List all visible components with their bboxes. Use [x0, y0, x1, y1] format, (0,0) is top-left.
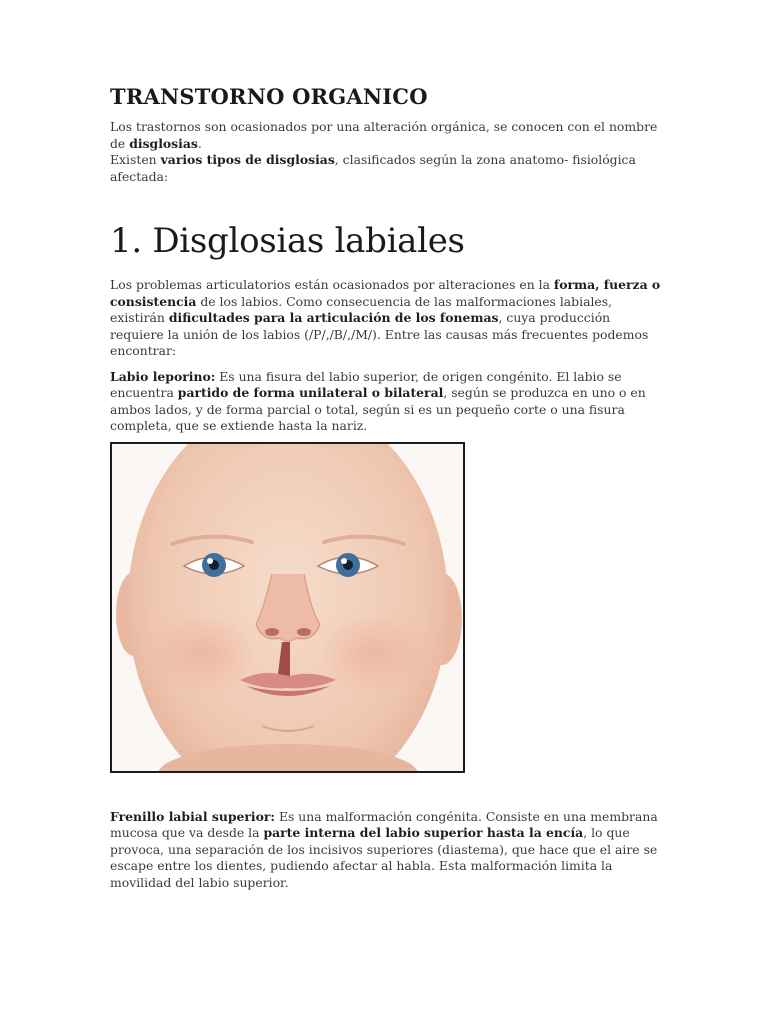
intro-paragraph-1: [110, 119, 665, 152]
s1-bold-1: forma, fuerza o consistencia: [110, 277, 661, 309]
intro2-bold: varios tipos de disglosias: [160, 152, 335, 167]
intro-paragraph-2: [110, 152, 665, 185]
labio-bold-1: partido de forma unilateral o bilateral: [177, 385, 444, 400]
s1-text-3: , cuya producción requiere la unión de los labios (/P/,/B/,/M/). Entre las causas más frecuentes podemos encontrar:: [110, 310, 649, 358]
intro-text-end: .: [197, 135, 202, 151]
labio-leporino-paragraph: [110, 369, 665, 435]
intro-bold-disglosias: disglosias: [129, 135, 198, 151]
frenillo-bold-1: parte interna del labio superior hasta la encía: [263, 825, 584, 840]
frenillo-paragraph: [110, 809, 665, 892]
s1-text-1: Los problemas articulatorios están ocasionados por alteraciones en la: [110, 277, 554, 292]
labio-text-2: , según se produzca en uno o en ambos lados, y de forma parcial o total, según si es un pequeño corte o una fisura completa, que se extiende hasta la nariz.: [110, 385, 646, 433]
document-page: [110, 84, 665, 891]
frenillo-term: Frenillo labial superior:: [110, 808, 275, 824]
labio-leporino-term: Labio leporino:: [110, 368, 216, 384]
frenillo-text-1: Es una malformación congénita. Consiste en una membrana mucosa que va desde la: [110, 808, 658, 840]
labio-text-1: Es una fisura del labio superior, de origen congénito. El labio se encuentra: [110, 368, 622, 400]
document-title: TRANSTORNO ORGANICO: [110, 84, 428, 109]
intro2-text: Existen: [110, 152, 161, 167]
frenillo-text-2: , lo que provoca, una separación de los incisivos superiores (diastema), que hace que el aire se escape entre los dientes, pudiendo afectar al habla. Esta malformación limita la movilidad del labio superior.: [110, 825, 658, 890]
s1-bold-2: dificultades para la articulación de los fonemas: [168, 310, 499, 325]
s1-text-2: de los labios. Como consecuencia de las malformaciones labiales, existirán: [110, 293, 613, 325]
section-title-disglosias-labiales: 1. Disglosias labiales: [110, 221, 465, 261]
baby-face-icon: [112, 444, 463, 771]
intro-text: Los trastornos son ocasionados por una alteración orgánica, se conocen con el nombre de: [110, 119, 658, 151]
section1-paragraph: [110, 277, 665, 360]
baby-face-illustration: [110, 442, 465, 773]
intro2-text-end: , clasificados según la zona anatomo- fisiológica afectada:: [110, 152, 636, 184]
